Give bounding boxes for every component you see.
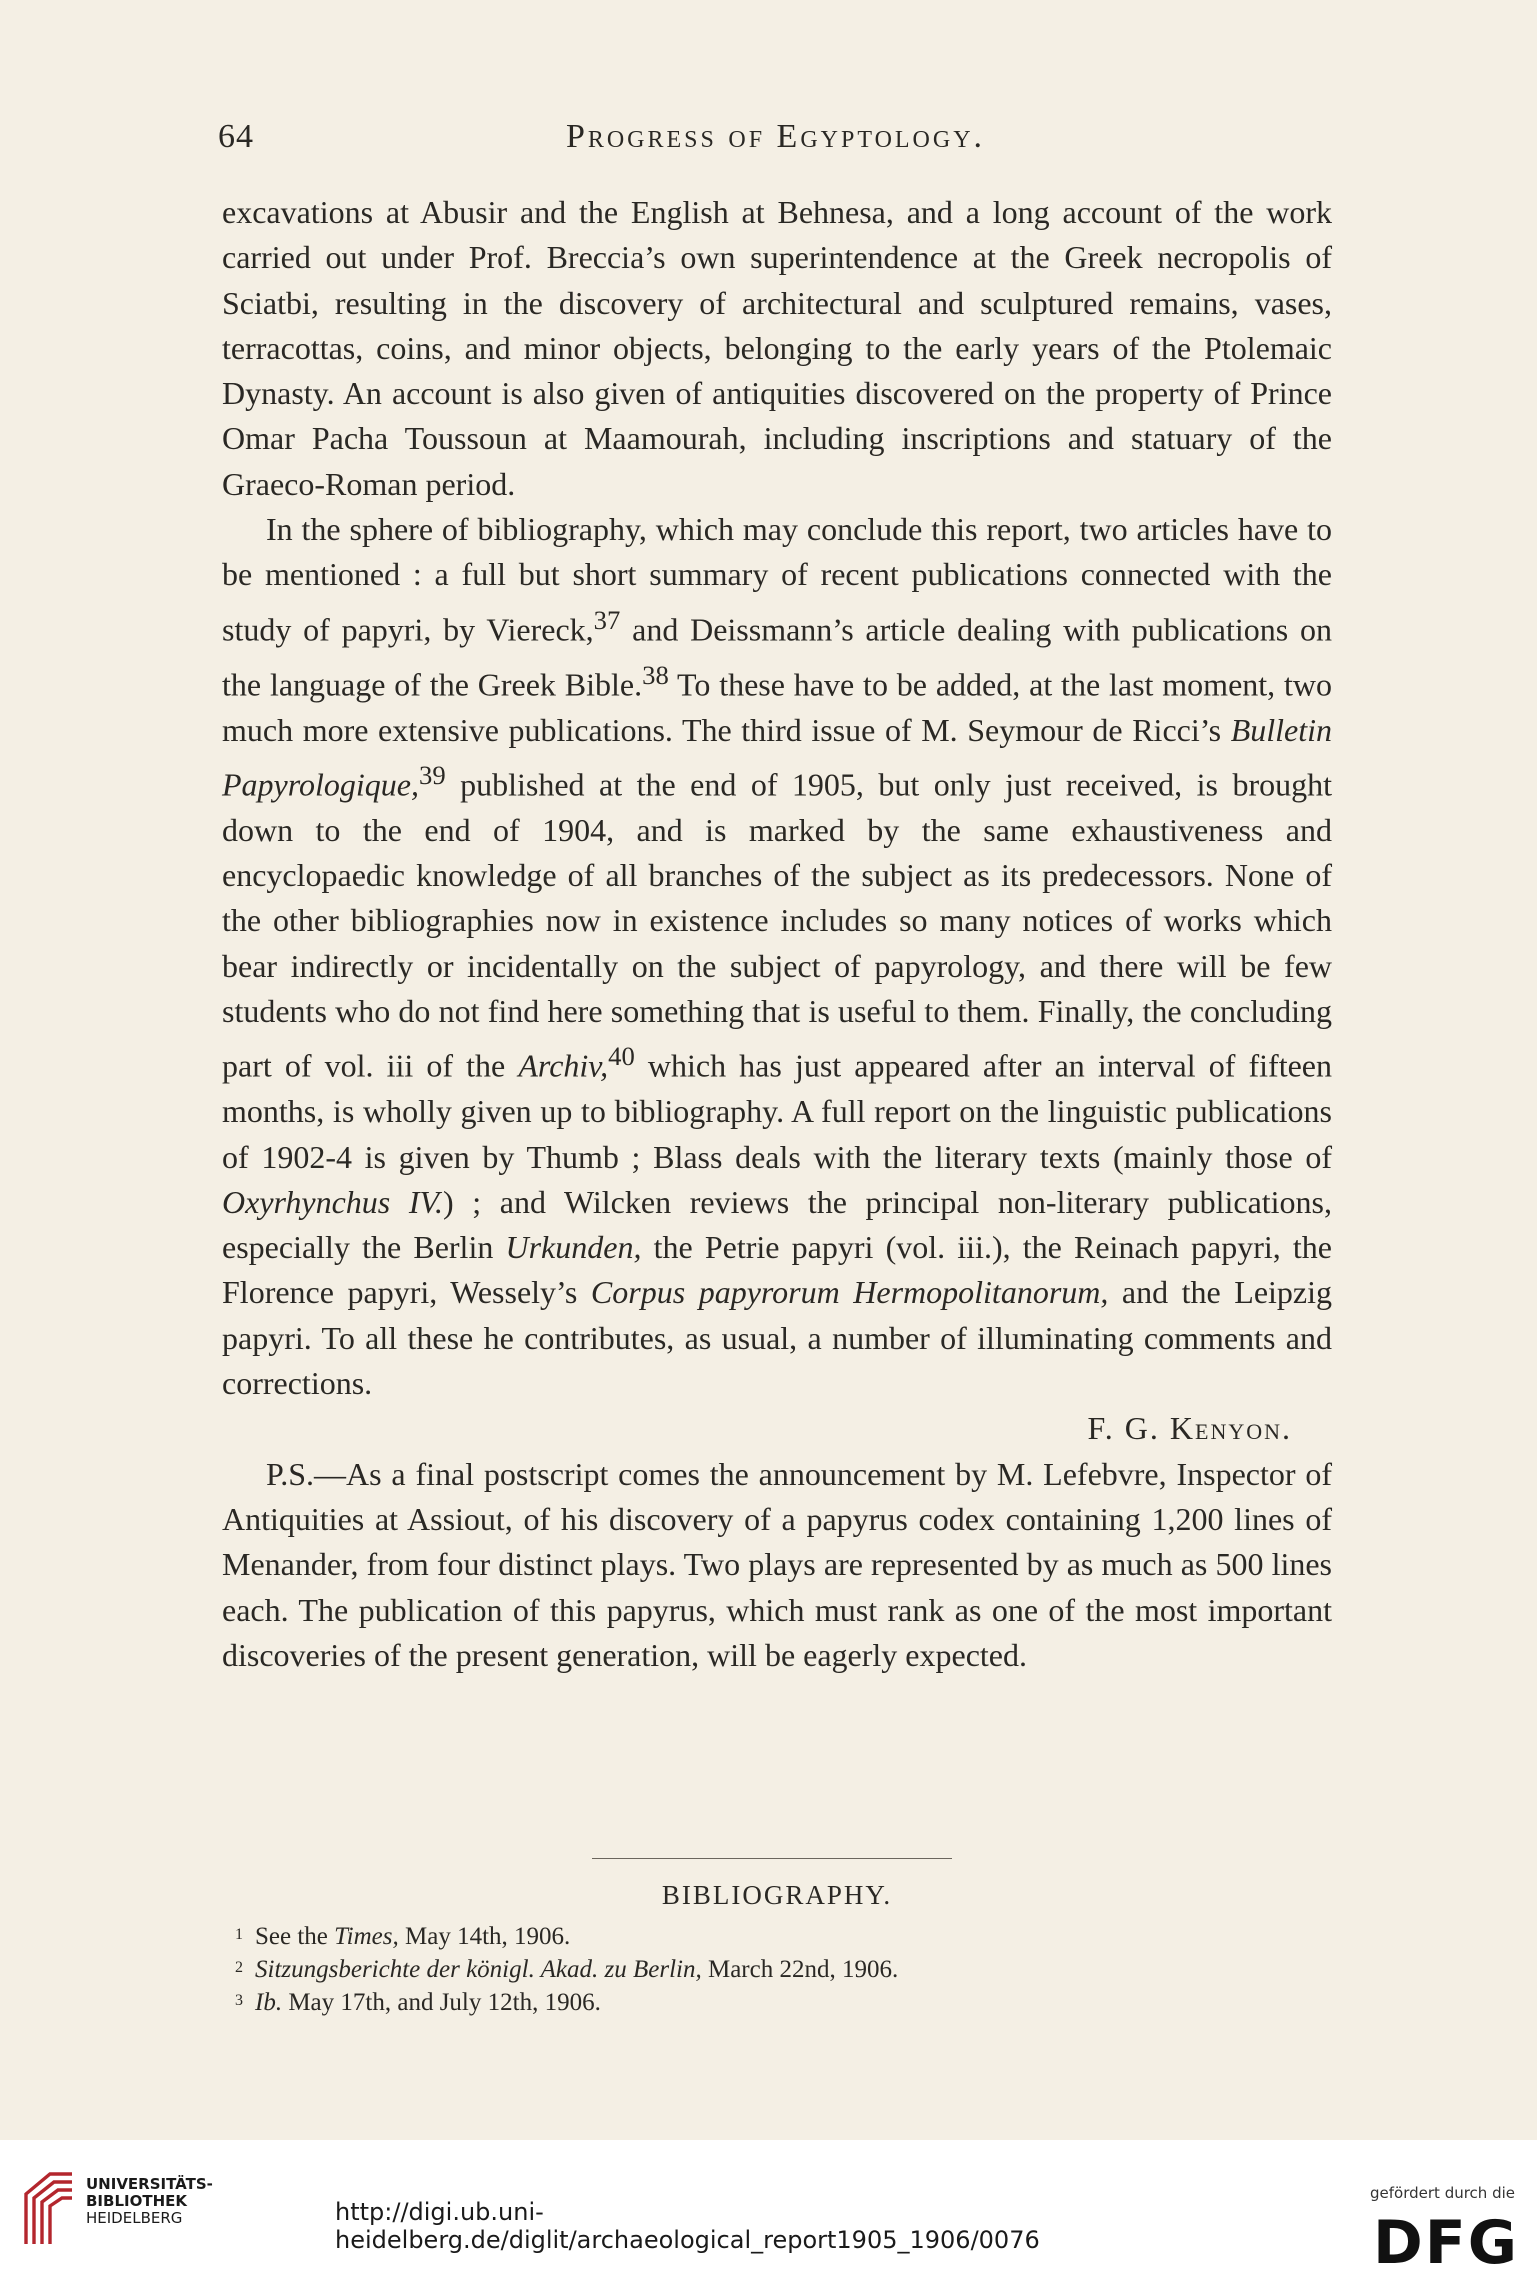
library-logo-icon [20, 2168, 78, 2248]
bibliography-notes [235, 1920, 1335, 2019]
library-name-line: BIBLIOTHEK [86, 2192, 187, 2210]
note-title: Sitzungsberichte der königl. Akad. zu Berlin, [255, 1956, 702, 1983]
bibliography-note [235, 1953, 1335, 1986]
dfg-logo: DFG [1372, 2208, 1519, 2278]
note-text: May 14th, 1906. [398, 1923, 571, 1950]
note-title: Ib. [255, 1989, 283, 2016]
note-text: May 17th, and July 12th, 1906. [282, 1989, 601, 2016]
footnote-ref: 39 [419, 759, 446, 790]
italic-title: Archiv, [518, 1047, 609, 1084]
text-run: In the sphere of bibliography, which may conclude this report, two articles have to be mentioned : a full but short summary of recent publications connected with the study of papyri, by Viereck, [222, 511, 1332, 648]
bibliography-title: BIBLIOGRAPHY. [661, 1880, 893, 1910]
text-run: and Deissmann’s article dealing with publications on the language of the Greek Bible. [222, 611, 1333, 703]
postscript: P.S.—As a final postscript comes the announcement by M. Lefebvre, Inspector of Antiquities at Assiout, of his discovery of a papyrus codex containing 1,200 lines of Menander, from four distinct plays. Two plays are represented by as much as 500 lines each. The publication of this papyrus, which must rank as one of the most important discoveries of the present generation, will be eagerly expected. [222, 1455, 1332, 1673]
text-run: To these have to be added, at the last moment, two much more extensive publications. The third issue of M. Seymour de Ricci’s [222, 666, 1333, 748]
page-header [218, 118, 1333, 168]
page-number: 64 [218, 118, 254, 155]
library-name [86, 2176, 236, 2227]
paragraph-2 [222, 507, 1332, 1406]
text-run: which has just appeared after an interval of fifteen months, is wholly given up to bibliography. A full report on the linguistic publications of 1902-4 is given by Thumb ; Blass deals with the literary texts (mainly those of [222, 1047, 1333, 1175]
footnote-ref: 37 [593, 604, 621, 635]
note-title: Times, [334, 1923, 399, 1950]
footnote-ref: 40 [608, 1041, 635, 1072]
author-signature: F. G. Kenyon. [1087, 1410, 1292, 1447]
italic-title: Bulletin Papyrologique, [222, 711, 1332, 803]
note-text: March 22nd, 1906. [701, 1956, 899, 1983]
footnote-ref: 38 [642, 659, 669, 690]
text-run: and the Leipzig papyri. To all these he contributes, as usual, a number of illuminating comments and corrections. [222, 1274, 1333, 1402]
library-name-line: UNIVERSITÄTS- [86, 2175, 213, 2193]
italic-title: Urkunden, [505, 1229, 642, 1266]
section-divider [592, 1858, 952, 1859]
funder-text: gefördert durch die [1370, 2184, 1515, 2202]
note-number: 2 [235, 1959, 243, 1976]
paragraph-1: excavations at Abusir and the English at Behnesa, and a long account of the work carried out under Prof. Breccia’s own superintendence at the Greek necropolis of Sciatbi, resulting in the discovery of architectural and sculptured remains, vases, terracottas, coins, and minor objects, belonging to the early years of the Ptolemaic Dynasty. An account is also given of antiquities discovered on the property of Prince Omar Pacha Toussoun at Maamourah, including inscriptions and statuary of the Graeco-Roman period. [222, 194, 1332, 502]
library-name-line: HEIDELBERG [86, 2209, 183, 2227]
text-run: the Petrie papyri (vol. iii.), the Reinach papyri, the Florence papyri, Wessely’s [222, 1229, 1332, 1311]
source-url-link[interactable]: http://digi.ub.uni-heidelberg.de/diglit/archaeological_report1905_1906/0076 [335, 2198, 1040, 2254]
bibliography-note [235, 1986, 1335, 2019]
text-run: published at the end of 1905, but only just received, is brought down to the end of 1904, and is marked by the same exhaustiveness and encyclopaedic knowledge of all branches of the subject as its predecessors. None of the other bibliographies now in existence includes so many notices of works which bear indirectly or incidentally on the subject of papyrology, and there will be few students who do not find here something that is useful to them. Finally, the concluding part of vol. iii of the [222, 766, 1332, 1084]
running-title: Progress of Egyptology. [565, 118, 986, 155]
digitization-footer [0, 2140, 1537, 2279]
text-run: ) ; and Wilcken reviews the principal non-literary publications, especially the Berlin [222, 1183, 1333, 1266]
note-number: 3 [235, 1992, 243, 2009]
italic-title: Corpus papyrorum Hermopolitanorum, [590, 1274, 1109, 1311]
bibliography-note [235, 1920, 1335, 1953]
note-number: 1 [235, 1926, 243, 1943]
italic-title: Oxyrhynchus IV. [222, 1183, 443, 1220]
body-text [222, 190, 1332, 1678]
note-text: See the [255, 1923, 335, 1950]
